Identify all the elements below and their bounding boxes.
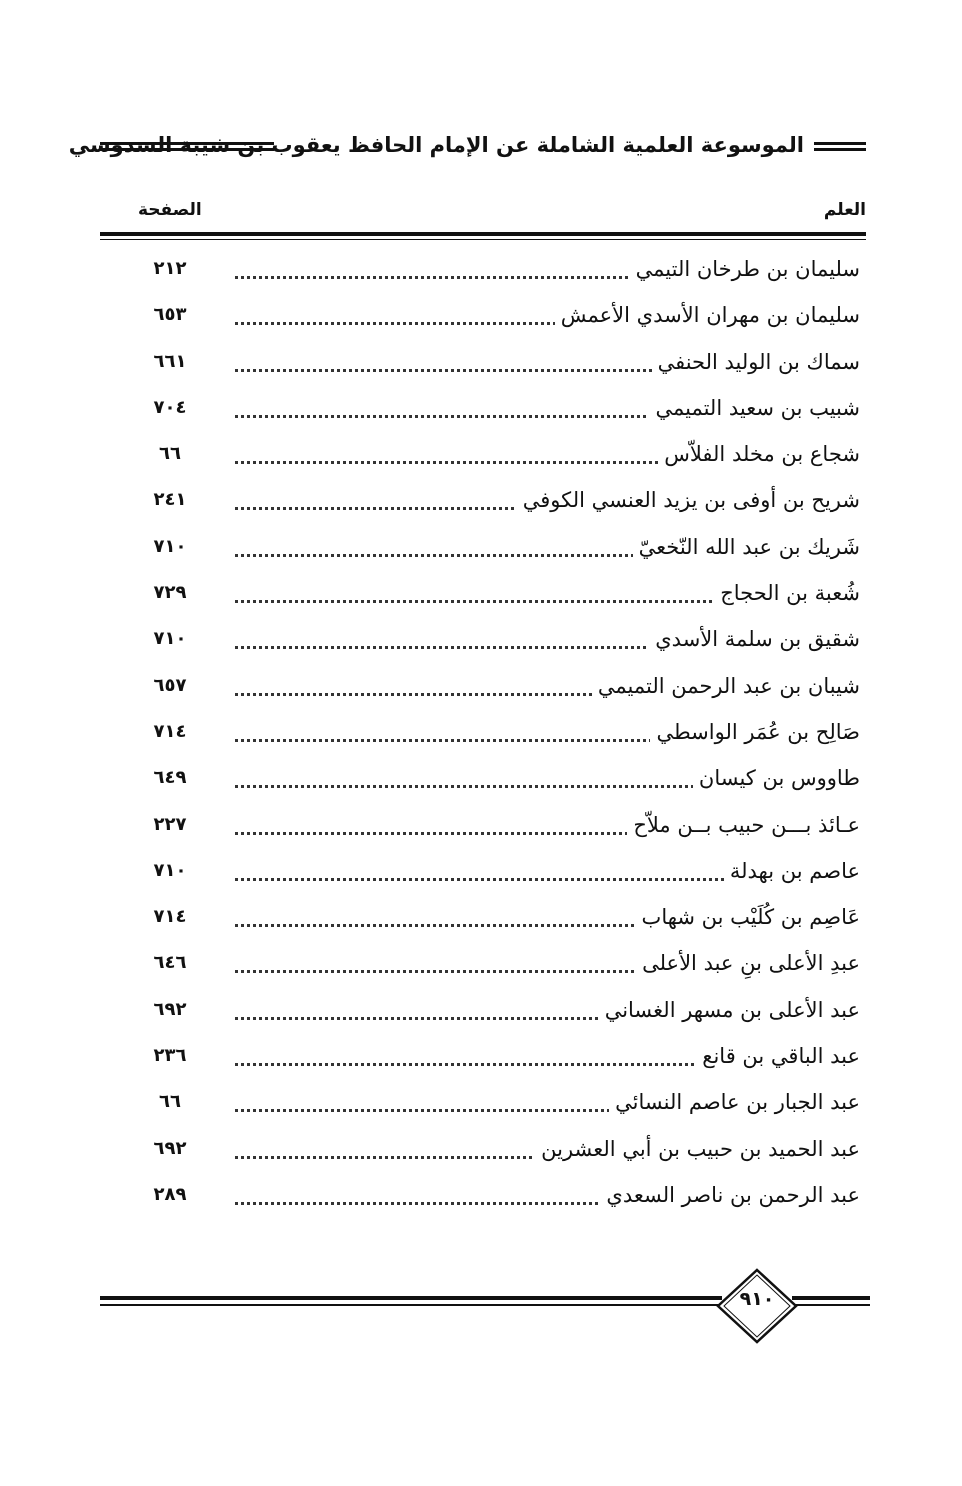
footer-rule-right xyxy=(792,1296,870,1306)
index-row xyxy=(100,572,866,618)
entry-page: ٢٣٦ xyxy=(153,1045,187,1067)
entry-name: شبيب بن سعيد التميمي xyxy=(649,393,860,423)
entry-name: عبدِ الأعلى بنِ عبد الأعلى xyxy=(636,948,860,978)
entry-name: عبد الأعلى بن مسهر الغساني xyxy=(599,995,860,1025)
index-row xyxy=(100,294,866,340)
entry-name: شُعبة بن الحجاج xyxy=(714,578,860,608)
entry-name: شَريك بن عبد الله النّخعيّ xyxy=(633,532,860,562)
entry-name: عبد الباقي بن قانع xyxy=(696,1041,860,1071)
entry-page: ٢٨٩ xyxy=(153,1183,187,1205)
entry-page: ٧١٤ xyxy=(153,720,187,742)
running-header xyxy=(68,128,866,168)
index-row xyxy=(100,387,866,433)
entry-name: عـائذ بـــن حبيب بــن ملاّح xyxy=(627,810,860,840)
entry-page: ٦٩٢ xyxy=(153,998,187,1020)
page-footer xyxy=(100,1268,870,1348)
entry-page: ٧١٤ xyxy=(153,906,187,928)
entry-name: عَاصِم بن كُلَيْب بن شهاب xyxy=(636,902,860,932)
index-row xyxy=(100,711,866,757)
entry-name: عبد الرحمن بن ناصر السعدي xyxy=(600,1180,860,1210)
entry-name: سليمان بن طرخان التيمي xyxy=(630,254,860,284)
column-headers xyxy=(100,200,866,232)
index-row xyxy=(100,850,866,896)
index-row xyxy=(100,1128,866,1174)
index-row xyxy=(100,942,866,988)
entry-page: ٧٠٤ xyxy=(153,396,187,418)
entry-page: ٦٥٣ xyxy=(153,304,187,326)
entry-name: شيبان بن عبد الرحمن التميمي xyxy=(592,671,860,701)
index-row xyxy=(100,989,866,1035)
entry-page: ٢١٢ xyxy=(153,258,187,279)
column-header-rule xyxy=(100,232,866,240)
index-row xyxy=(100,248,866,294)
entry-page: ٧١٠ xyxy=(153,535,187,557)
index-row xyxy=(100,433,866,479)
entry-page: ٦٤٩ xyxy=(153,767,187,789)
entry-name: عبد الجبار بن عاصم النسائي xyxy=(609,1087,860,1117)
entry-page: ٧١٠ xyxy=(153,628,187,650)
entry-name: شجاع بن مخلد الفلاّس xyxy=(658,439,860,469)
header-title: الموسوعة العلمية الشاملة عن الإمام الحافظ يعقوب بن شيبة السدوسي xyxy=(68,133,804,157)
entry-page: ٧٢٩ xyxy=(153,582,187,604)
entry-name: شقيق بن سلمة الأسدي xyxy=(649,624,860,654)
header-rule-right xyxy=(814,142,866,151)
index-row xyxy=(100,757,866,803)
column-header-page: الصفحة xyxy=(138,200,202,220)
index-row xyxy=(100,618,866,664)
index-list xyxy=(100,248,866,1220)
entry-name: شريح بن أوفى بن يزيد العنسي الكوفي xyxy=(517,485,860,515)
entry-name: عبد الحميد بن حبيب بن أبي العشرين xyxy=(535,1134,860,1164)
index-row xyxy=(100,341,866,387)
entry-page: ٦٦ xyxy=(159,443,181,465)
header-rule-left xyxy=(100,142,274,151)
index-row xyxy=(100,1081,866,1127)
entry-name: طاووس بن كيسان xyxy=(693,763,860,793)
entry-page: ٦٦ xyxy=(159,1091,181,1113)
entry-name: سماك بن الوليد الحنفي xyxy=(652,347,860,377)
column-header-name: العلم xyxy=(823,200,866,220)
footer-rule-left xyxy=(100,1296,722,1306)
index-row xyxy=(100,479,866,525)
entry-page: ٦٦١ xyxy=(153,350,187,372)
index-row xyxy=(100,896,866,942)
index-row xyxy=(100,1174,866,1220)
index-row xyxy=(100,804,866,850)
entry-page: ٦٤٦ xyxy=(153,952,187,974)
entry-page: ٢٤١ xyxy=(153,489,187,511)
index-row xyxy=(100,526,866,572)
entry-page: ٢٢٧ xyxy=(153,813,187,835)
page-number: ٩١٠ xyxy=(739,1288,775,1310)
entry-name: سليمان بن مهران الأسدي الأعمش xyxy=(555,300,860,330)
entry-page: ٦٩٢ xyxy=(153,1137,187,1159)
entry-name: عاصم بن بهدلة xyxy=(724,856,860,886)
entry-page: ٧١٠ xyxy=(153,859,187,881)
entry-page: ٦٥٧ xyxy=(153,674,187,696)
index-row xyxy=(100,1035,866,1081)
entry-name: صَالِح بن عُمَر الواسطي xyxy=(650,717,860,747)
index-row xyxy=(100,665,866,711)
